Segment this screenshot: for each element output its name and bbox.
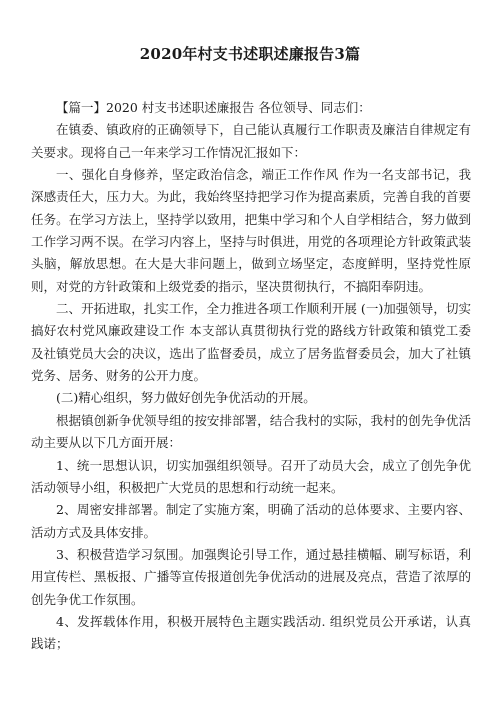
paragraph-item-2: 2、周密安排部署。制定了实施方案，明确了活动的总体要求、主要内容、活动方式及具体安排。	[31, 502, 471, 540]
paragraph-section-one: 一、强化自身修养，坚定政治信念，端正工作作风 作为一名支部书记，我深感责任大，压力大。为此，我始终坚持把学习作为提高素质，完善自我的首要任务。在学习方法上，坚持学以致用，把集中学习和个人自学相结合，努力做到工作学习两不误。在学习内容上，坚持与时俱进，用党的各项理论方针政策武装头脑，解放思想。在大是大非问题上，做到立场坚定，态度鲜明，坚持党性原则，对党的方针政策和上级党委的指示，坚决贯彻执行，不搞阳奉阴违。	[31, 167, 471, 294]
paragraph-intro: 在镇委、镇政府的正确领导下，自己能认真履行工作职责及廉洁自律规定有关要求。现将自己一年来学习工作情况汇报如下：	[31, 122, 471, 160]
document-title: 2020年村支书述职述廉报告3篇	[139, 45, 361, 63]
paragraph-subsection-two: (二)精心组织，努力做好创先争优活动的开展。	[56, 390, 316, 406]
paragraph-arrangement: 根据镇创新争优领导组的按安排部署，结合我村的实际，我村的创先争优活动主要从以下几方面开展：	[31, 412, 471, 451]
document-body	[31, 97, 471, 656]
paragraph-greeting: 【篇一】2020 村支书述职述廉报告 各位领导、同志们：	[56, 100, 371, 115]
paragraph-item-3: 3、积极营造学习氛围。加强舆论引导工作，通过悬挂横幅、刷写标语，利用宣传栏、黑板报、广播等宣传报道创先争优活动的进展及亮点，营造了浓厚的创先争优工作氛围。	[31, 546, 471, 607]
paragraph-item-4: 4、发挥载体作用，积极开展特色主题实践活动. 组织党员公开承诺，认真践诺；	[31, 613, 471, 652]
paragraph-item-1: 1、统一思想认识，切实加强组织领导。召开了动员大会，成立了创先争优活动领导小组，积极把广大党员的思想和行动统一起来。	[31, 457, 471, 495]
paragraph-section-two: 二、开拓进取，扎实工作，全力推进各项工作顺利开展 (一)加强领导，切实搞好农村党风廉政建设工作 本支部认真贯彻执行党的路线方针政策和镇党工委及社镇党员大会的决议，选出了监督委员，成立了居务监督委员会，加大了社镇党务、居务、财务的公开力度。	[31, 301, 471, 384]
